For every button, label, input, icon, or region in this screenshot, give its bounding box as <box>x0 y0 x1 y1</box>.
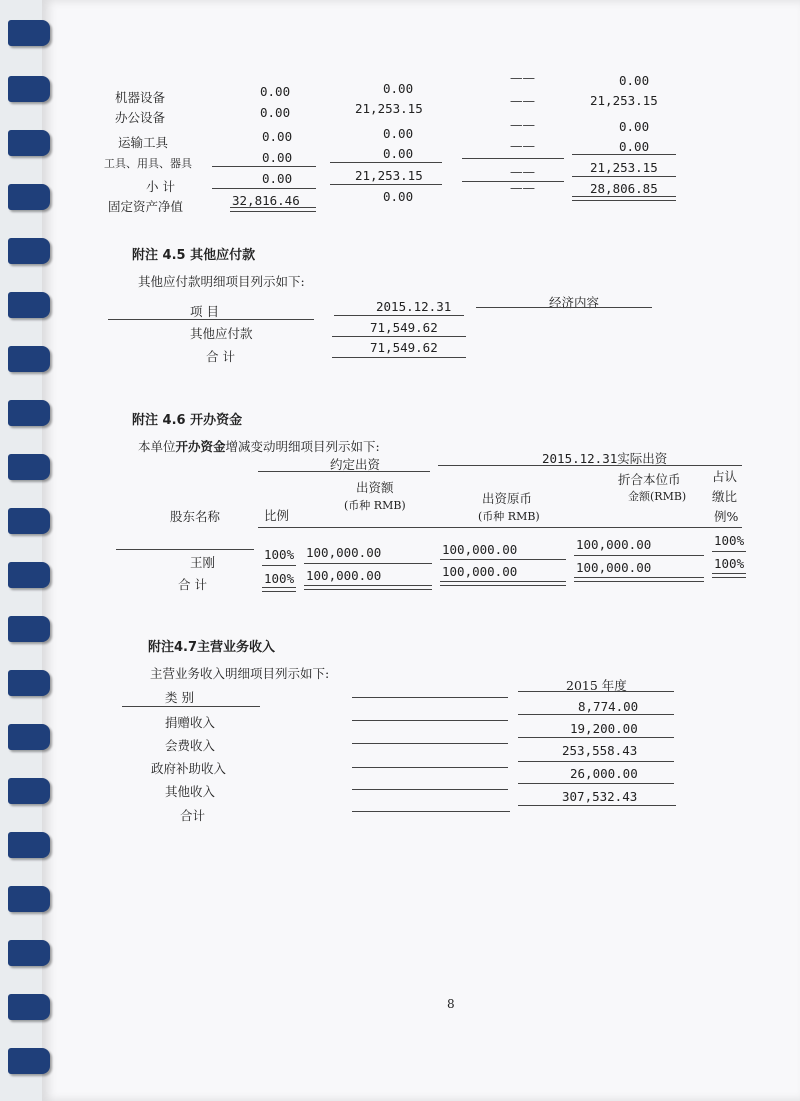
row-label: 固定资产净值 <box>108 199 184 214</box>
cell-dash: —— <box>510 117 535 132</box>
col-header-year: 2015 年度 <box>566 678 627 693</box>
col-header-date: 2015.12.31 <box>376 299 452 314</box>
cell-value: 0.00 <box>383 146 414 161</box>
cell-dash: —— <box>510 138 535 153</box>
cell-value: 0.00 <box>619 73 650 88</box>
cell-value: 0.00 <box>383 81 414 96</box>
cell-amount: 100,000.00 <box>306 568 382 583</box>
row-label: 合 计 <box>178 577 207 592</box>
section-intro: 其他应付款明细项目列示如下: <box>138 274 305 289</box>
section-title: 附注4.7主营业务收入 <box>148 640 276 655</box>
cell-value: 28,806.85 <box>590 181 658 196</box>
section-title: 附注 4.5 其他应付款 <box>132 248 256 263</box>
cell-value: 19,200.00 <box>570 721 638 736</box>
group-header-actual: 2015.12.31实际出资 <box>542 451 668 466</box>
row-label: 王刚 <box>190 555 216 570</box>
col-header-local-sub: 金额(RMB) <box>628 490 687 503</box>
section-title: 附注 4.6 开办资金 <box>132 413 243 428</box>
col-header-item: 项 目 <box>190 304 219 319</box>
cell-dash: —— <box>510 93 535 108</box>
cell-ratio: 100% <box>264 571 295 586</box>
section-intro: 主营业务收入明细项目列示如下: <box>150 666 330 681</box>
row-label: 会费收入 <box>165 738 216 753</box>
cell-orig: 100,000.00 <box>442 564 518 579</box>
cell-value: 0.00 <box>262 150 293 165</box>
cell-orig: 100,000.00 <box>442 542 518 557</box>
page-number: 8 <box>447 997 455 1011</box>
cell-pct: 100% <box>714 533 745 548</box>
cell-value: 0.00 <box>619 139 650 154</box>
col-header-shareholder: 股东名称 <box>170 509 221 524</box>
cell-pct: 100% <box>714 556 745 571</box>
cell-local: 100,000.00 <box>576 537 652 552</box>
cell-ratio: 100% <box>264 547 295 562</box>
cell-value: 0.00 <box>383 189 414 204</box>
cell-value: 0.00 <box>262 129 293 144</box>
cell-value: 8,774.00 <box>578 699 639 714</box>
cell-value: 0.00 <box>260 84 291 99</box>
cell-value: 71,549.62 <box>370 320 438 335</box>
cell-value: 0.00 <box>383 126 414 141</box>
cell-local: 100,000.00 <box>576 560 652 575</box>
cell-dash: —— <box>510 70 535 85</box>
cell-value: 253,558.43 <box>562 743 638 758</box>
col-header-local: 折合本位币 <box>618 472 681 487</box>
cell-value: 71,549.62 <box>370 340 438 355</box>
col-header-category: 类 别 <box>165 690 194 705</box>
cell-amount: 100,000.00 <box>306 545 382 560</box>
col-header-orig: 出资原币 <box>482 491 533 506</box>
section-intro: 本单位开办资金增减变动明细项目列示如下: <box>138 439 380 454</box>
row-label: 其他收入 <box>165 784 216 799</box>
cell-value: 21,253.15 <box>355 101 423 116</box>
cell-value: 0.00 <box>260 105 291 120</box>
cell-value: 0.00 <box>619 119 650 134</box>
col-header-ratio: 比例 <box>264 508 290 523</box>
col-header-pct: 例% <box>714 509 739 524</box>
cell-value: 0.00 <box>262 171 293 186</box>
cell-dash: —— <box>510 180 535 195</box>
cell-value: 21,253.15 <box>590 93 658 108</box>
row-label: 机器设备 <box>115 90 166 105</box>
row-label: 政府补助收入 <box>151 761 227 776</box>
row-label: 合 计 <box>206 349 235 364</box>
col-header-pct: 占认 <box>712 469 738 484</box>
row-label: 办公设备 <box>115 110 166 125</box>
row-label: 捐赠收入 <box>165 715 216 730</box>
cell-value: 32,816.46 <box>232 193 300 208</box>
row-label: 合计 <box>180 808 206 823</box>
cell-value: 307,532.43 <box>562 789 638 804</box>
row-label: 其他应付款 <box>190 326 253 341</box>
cell-value: 26,000.00 <box>570 766 638 781</box>
cell-value: 21,253.15 <box>355 168 423 183</box>
col-header-content: 经济内容 <box>549 295 600 310</box>
group-header-agreed: 约定出资 <box>330 457 381 472</box>
col-header-pct: 缴比 <box>712 489 738 504</box>
cell-dash: —— <box>510 164 535 179</box>
col-header-amount: 出资额 <box>356 480 394 495</box>
cell-value: 21,253.15 <box>590 160 658 175</box>
col-header-orig-sub: (币种 RMB) <box>478 510 540 523</box>
row-label: 运输工具 <box>118 135 169 150</box>
spiral-binding <box>0 0 70 1101</box>
row-label: 工具、用具、器具 <box>104 157 192 170</box>
col-header-amount-sub: (币种 RMB) <box>344 499 406 512</box>
row-label: 小 计 <box>146 179 175 194</box>
